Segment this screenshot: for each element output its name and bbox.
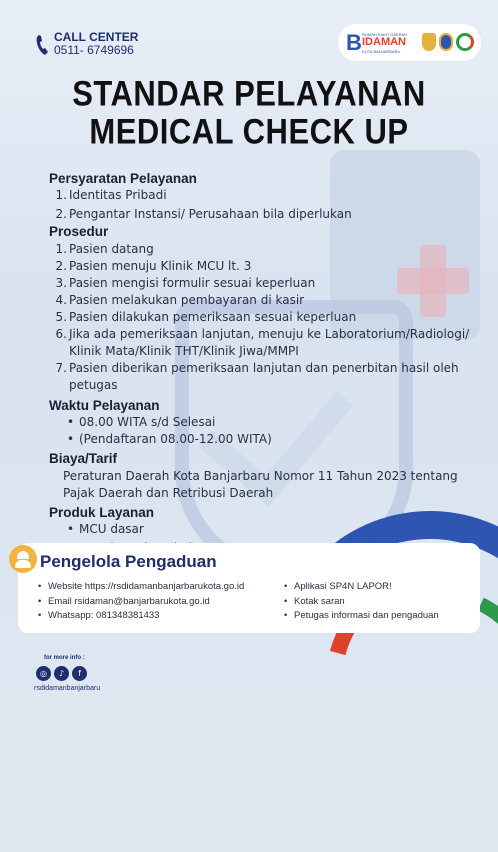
list-item: 1. Identitas Pribadi: [55, 188, 167, 202]
social-handle: rsdidamanbanjarbaru: [34, 685, 101, 692]
complaint-channels-right: [282, 580, 439, 624]
complaint-title: Pengelola Pengaduan: [40, 552, 217, 571]
section-heading-prosedur: Prosedur: [49, 224, 109, 239]
facebook-icon[interactable]: f: [72, 666, 87, 681]
list-item: • Kotak saran: [282, 595, 439, 610]
section-heading-waktu: Waktu Pelayanan: [49, 398, 160, 413]
email-link[interactable]: • Email rsidaman@banjarbarukota.go.id: [36, 595, 244, 610]
section-heading-produk: Produk Layanan: [49, 505, 155, 520]
list-item: 2. Pengantar Instansi/ Perusahaan bila diperlukan: [55, 207, 352, 221]
page-title-line2: MEDICAL CHECK UP: [89, 111, 409, 152]
instagram-icon[interactable]: ◎: [36, 666, 51, 681]
list-item: 2. Pasien menuju Klinik MCU lt. 3: [55, 259, 252, 273]
biaya-text: Peraturan Daerah Kota Banjarbaru Nomor 11 Tahun 2023 tentang Pajak Daerah dan Retribusi Daerah: [63, 469, 458, 500]
logo-city: KOTA BANJARBARU: [362, 49, 401, 54]
list-item: 1. Pasien datang: [55, 242, 154, 256]
tiktok-icon[interactable]: ♪: [54, 666, 69, 681]
section-heading-persyaratan: Persyaratan Pelayanan: [49, 171, 197, 186]
for-more-info-label: for more info :: [44, 655, 85, 661]
phone-icon: [36, 34, 50, 56]
city-seal-icon: [422, 33, 436, 51]
website-link[interactable]: • Website https://rsdidamanbanjarbarukota.go.id: [36, 580, 244, 595]
list-item: 4. Pasien melakukan pembayaran di kasir: [55, 293, 305, 307]
rsd-idaman-logo-mark: B: [346, 30, 362, 55]
list-item: 3. Pasien mengisi formulir sesuai keperluan: [55, 276, 316, 290]
call-center-label: CALL CENTER: [54, 30, 139, 44]
list-item: 5. Pasien dilakukan pemeriksaan sesuai keperluan: [55, 310, 357, 324]
complaint-channels-left: [36, 580, 244, 624]
list-item: 6. Jika ada pemeriksaan lanjutan, menuju ke Laboratorium/Radiologi/ Klinik Mata/Klinik THT/Klinik Jiwa/MMPI: [55, 327, 470, 358]
call-center-number: 0511- 6749696: [54, 43, 134, 57]
list-item: • Aplikasi SP4N LAPOR!: [282, 580, 439, 595]
whatsapp-link[interactable]: • Whatsapp: 081348381433: [36, 609, 244, 624]
list-item: • Petugas informasi dan pengaduan: [282, 609, 439, 624]
logo-small-text: RUMAH SAKIT DAERAH: [362, 32, 408, 37]
service-standard-content: [49, 170, 479, 557]
list-item: 7. Pasien diberikan pemeriksaan lanjutan dan penerbitan hasil oleh petugas: [55, 361, 459, 392]
list-item: • 08.00 WITA s/d Selesai: [49, 414, 479, 431]
section-heading-biaya: Biaya/Tarif: [49, 451, 118, 466]
logo-name: IDAMAN: [362, 36, 406, 48]
page-title-line1: STANDAR PELAYANAN: [72, 73, 426, 114]
partner-logo-icon: [456, 33, 474, 51]
hospital-logos: [338, 24, 481, 61]
government-seal-icon: [439, 33, 453, 51]
support-agent-icon: [9, 545, 37, 573]
list-item: • MCU dasar: [49, 521, 479, 538]
list-item: • (Pendaftaran 08.00-12.00 WITA): [49, 431, 479, 448]
